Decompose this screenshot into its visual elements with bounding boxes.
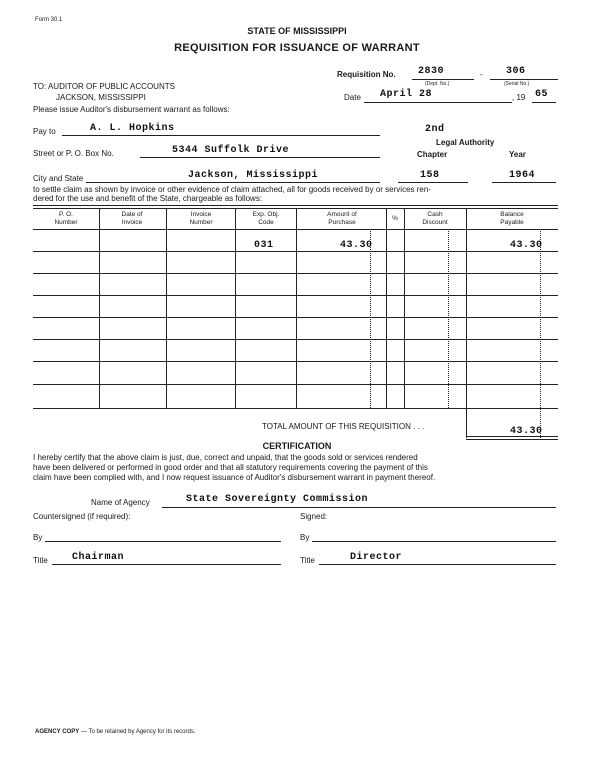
serial-caption: (Serial No.) xyxy=(504,81,530,87)
table-row-balance: 43.30 xyxy=(510,240,543,251)
col-header-po-number: P. O. Number xyxy=(54,211,78,226)
dept-number-value: 2830 xyxy=(418,66,445,77)
table-row-line xyxy=(33,273,558,274)
col-header-cash-discount: Cash Discount xyxy=(422,211,448,226)
year-line xyxy=(532,102,556,103)
date-value: April 28 xyxy=(380,89,433,100)
certification-line-3: claim have been complied with, and I now request issuance of Auditor's disbursement warrant in payment thereof. xyxy=(33,473,436,482)
addressee-line-1: TO: AUDITOR OF PUBLIC ACCOUNTS xyxy=(33,82,175,91)
settle-text-1: to settle claim as shown by invoice or other evidence of claim attached, all for goods received by or services ren- xyxy=(33,185,431,194)
col-divider xyxy=(296,208,297,408)
addressee-line-2: JACKSON, MISSISSIPPI xyxy=(56,93,146,102)
street-label: Street or P. O. Box No. xyxy=(33,149,114,158)
street-line xyxy=(140,157,380,158)
legal-year-value: 1964 xyxy=(509,170,536,181)
chapter-label: Chapter xyxy=(417,150,448,159)
agency-line xyxy=(162,507,556,508)
col-divider xyxy=(99,208,100,408)
total-underline xyxy=(466,436,558,440)
total-value: 43.30 xyxy=(510,426,543,437)
serial-number-line xyxy=(490,79,558,80)
cents-divider xyxy=(370,229,371,408)
year-label: Year xyxy=(509,150,526,159)
total-box-left xyxy=(466,408,467,438)
certification-line-1: I hereby certify that the above claim is just, due, correct and unpaid, that the goods sold or services rendered xyxy=(33,453,418,462)
table-row-line xyxy=(33,361,558,362)
legal-authority-label: Legal Authority xyxy=(436,138,495,147)
by-line-left xyxy=(45,541,281,542)
chapter-value: 158 xyxy=(420,170,440,181)
street-value: 5344 Suffolk Drive xyxy=(172,145,290,156)
countersigned-label: Countersigned (if required): xyxy=(33,512,131,521)
col-divider xyxy=(404,208,405,408)
table-bottom-border xyxy=(33,408,558,409)
title-line-right xyxy=(319,564,556,565)
col-divider xyxy=(235,208,236,408)
title-value-left: Chairman xyxy=(72,552,125,563)
col-header-balance-payable: Balance Payable xyxy=(500,211,524,226)
dept-number-line xyxy=(412,79,474,80)
dept-caption: (Dept. No.) xyxy=(425,81,450,87)
pay-to-label: Pay to xyxy=(33,127,56,136)
signed-label: Signed: xyxy=(300,512,328,521)
title-label-left: Title xyxy=(33,556,48,565)
pay-to-value: A. L. Hopkins xyxy=(90,123,175,134)
by-line-right xyxy=(312,541,556,542)
city-value: Jackson, Mississippi xyxy=(188,170,319,181)
pay-to-line xyxy=(62,135,380,136)
cents-divider xyxy=(448,229,449,408)
year-prefix: , 19 xyxy=(512,93,526,102)
certification-line-2: have been delivered or performed in good order and that all statutory requirements covering the payment of this xyxy=(33,463,428,472)
agency-copy-label: AGENCY COPY xyxy=(35,729,80,735)
total-cents-divider xyxy=(540,408,541,438)
serial-number-value: 306 xyxy=(506,66,526,77)
year-value: 65 xyxy=(535,89,549,100)
col-divider xyxy=(466,208,467,408)
col-header-exp-obj-code: Exp. Obj. Code xyxy=(252,211,280,226)
col-header-invoice-number: Invoice Number xyxy=(189,211,213,226)
col-header-amount: Amount of Purchase xyxy=(327,211,357,226)
city-label: City and State xyxy=(33,174,84,183)
title-value-right: Director xyxy=(350,552,403,563)
title-line-left xyxy=(52,564,281,565)
footer-note xyxy=(35,729,196,735)
col-header-date-of-invoice: Date of Invoice xyxy=(121,211,143,226)
certification-title: CERTIFICATION xyxy=(262,441,332,451)
agency-label: Name of Agency xyxy=(91,498,150,507)
by-label-left: By xyxy=(33,533,43,542)
cents-divider xyxy=(540,229,541,408)
agency-copy-text: — To be retained by Agency for its records. xyxy=(79,729,196,735)
date-line xyxy=(364,102,512,103)
title-label-right: Title xyxy=(300,556,315,565)
legal-authority-value: 2nd xyxy=(425,124,445,135)
table-row-amount: 43.30 xyxy=(340,240,373,251)
city-line xyxy=(86,182,380,183)
table-row-line xyxy=(33,384,558,385)
table-row-exp-obj-code: 031 xyxy=(254,240,274,251)
col-header-percent: % xyxy=(392,215,398,222)
requisition-dash: - xyxy=(480,70,483,79)
date-label: Date xyxy=(344,93,361,102)
by-label-right: By xyxy=(300,533,310,542)
table-row-line xyxy=(33,317,558,318)
chapter-line xyxy=(398,182,468,183)
legal-year-line xyxy=(492,182,556,183)
state-heading: STATE OF MISSISSIPPI xyxy=(247,26,347,36)
instruction-text: Please issue Auditor's disbursement warrant as follows: xyxy=(33,105,230,114)
total-label: TOTAL AMOUNT OF THIS REQUISITION . . . xyxy=(262,422,425,431)
table-row-line xyxy=(33,295,558,296)
form-title: REQUISITION FOR ISSUANCE OF WARRANT xyxy=(174,42,420,54)
col-divider xyxy=(166,208,167,408)
requisition-label: Requisition No. xyxy=(337,70,396,79)
settle-text-2: dered for the use and benefit of the State, chargeable as follows: xyxy=(33,194,263,203)
form-number: Form 30.1 xyxy=(35,17,63,23)
agency-value: State Sovereignty Commission xyxy=(186,494,369,505)
col-divider xyxy=(386,208,387,408)
table-row-line xyxy=(33,251,558,252)
table-row-line xyxy=(33,339,558,340)
